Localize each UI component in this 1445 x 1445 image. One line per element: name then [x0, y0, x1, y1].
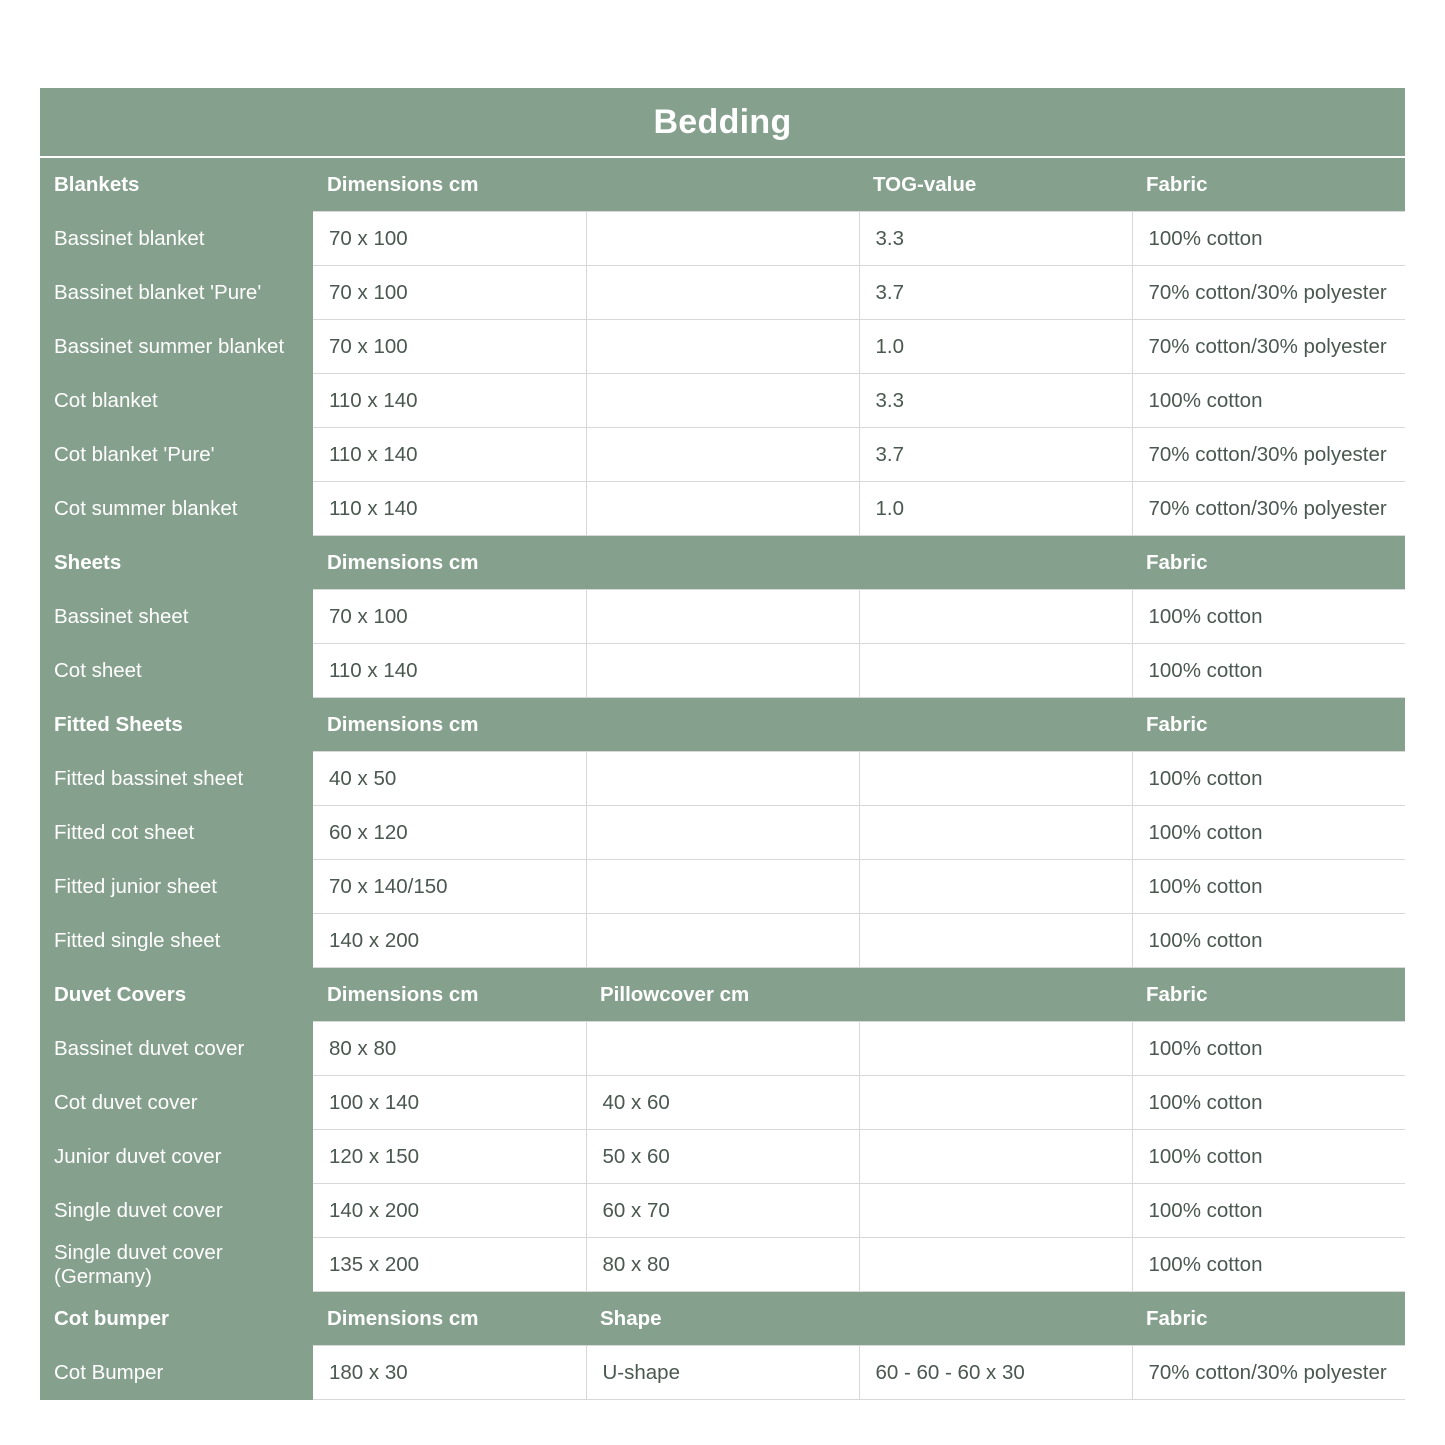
section-header-spacer [859, 698, 1132, 752]
section-header-spacer [586, 157, 859, 212]
row-value-cell: 40 x 60 [586, 1076, 859, 1130]
section-header-cell: Shape [586, 1292, 859, 1346]
table-row [40, 590, 1405, 644]
row-value-cell: 100% cotton [1132, 806, 1405, 860]
row-value-cell: 100% cotton [1132, 1022, 1405, 1076]
row-value-cell: 1.0 [859, 320, 1132, 374]
row-value-cell: 70% cotton/30% polyester [1132, 320, 1405, 374]
row-label-cell: Single duvet cover [40, 1184, 313, 1238]
row-value-cell: 100% cotton [1132, 1076, 1405, 1130]
row-value-cell: 70% cotton/30% polyester [1132, 266, 1405, 320]
row-label-cell: Cot blanket [40, 374, 313, 428]
row-value-cell [859, 1184, 1132, 1238]
section-header-cell: Fabric [1132, 698, 1405, 752]
row-value-cell [859, 1022, 1132, 1076]
bedding-table [40, 88, 1405, 1400]
section-header-cell: Cot bumper [40, 1292, 313, 1346]
row-value-cell: 70 x 100 [313, 590, 586, 644]
row-value-cell [586, 914, 859, 968]
row-value-cell: 1.0 [859, 482, 1132, 536]
row-value-cell: 70% cotton/30% polyester [1132, 428, 1405, 482]
row-label-cell: Cot blanket 'Pure' [40, 428, 313, 482]
row-value-cell: U-shape [586, 1346, 859, 1400]
row-label-cell: Fitted cot sheet [40, 806, 313, 860]
row-value-cell [859, 806, 1132, 860]
row-label-cell: Fitted junior sheet [40, 860, 313, 914]
row-value-cell: 60 x 70 [586, 1184, 859, 1238]
row-value-cell [586, 1022, 859, 1076]
row-label-cell: Junior duvet cover [40, 1130, 313, 1184]
section-header-spacer [859, 968, 1132, 1022]
row-value-cell: 100% cotton [1132, 590, 1405, 644]
row-value-cell: 70 x 100 [313, 266, 586, 320]
row-label-cell: Single duvet cover (Germany) [40, 1238, 313, 1292]
row-value-cell: 100% cotton [1132, 212, 1405, 266]
row-value-cell: 110 x 140 [313, 428, 586, 482]
row-value-cell: 120 x 150 [313, 1130, 586, 1184]
row-value-cell: 100% cotton [1132, 752, 1405, 806]
table-row [40, 806, 1405, 860]
section-header-row [40, 1292, 1405, 1346]
row-value-cell: 110 x 140 [313, 374, 586, 428]
row-value-cell [859, 590, 1132, 644]
section-header-cell: Fabric [1132, 536, 1405, 590]
row-label-cell: Bassinet blanket [40, 212, 313, 266]
row-value-cell: 70% cotton/30% polyester [1132, 482, 1405, 536]
row-value-cell: 140 x 200 [313, 914, 586, 968]
row-value-cell: 100% cotton [1132, 1238, 1405, 1292]
section-header-spacer [586, 698, 859, 752]
row-value-cell: 100 x 140 [313, 1076, 586, 1130]
row-value-cell [859, 752, 1132, 806]
table-row [40, 752, 1405, 806]
table-row [40, 1022, 1405, 1076]
table-title-row [40, 88, 1405, 157]
row-value-cell [586, 374, 859, 428]
table-row [40, 320, 1405, 374]
row-value-cell: 100% cotton [1132, 1184, 1405, 1238]
row-value-cell: 80 x 80 [586, 1238, 859, 1292]
row-value-cell: 70% cotton/30% polyester [1132, 1346, 1405, 1400]
row-value-cell [859, 1076, 1132, 1130]
section-header-cell: Dimensions cm [313, 698, 586, 752]
row-value-cell: 110 x 140 [313, 482, 586, 536]
row-value-cell [586, 320, 859, 374]
section-header-row [40, 968, 1405, 1022]
table-row [40, 1076, 1405, 1130]
table-row [40, 374, 1405, 428]
section-header-cell: Dimensions cm [313, 536, 586, 590]
row-value-cell [859, 644, 1132, 698]
row-value-cell: 100% cotton [1132, 914, 1405, 968]
row-value-cell [586, 860, 859, 914]
section-header-spacer [859, 1292, 1132, 1346]
row-value-cell [859, 1130, 1132, 1184]
row-label-cell: Bassinet summer blanket [40, 320, 313, 374]
table-row [40, 1184, 1405, 1238]
row-value-cell: 3.3 [859, 212, 1132, 266]
row-value-cell: 180 x 30 [313, 1346, 586, 1400]
section-header-cell: TOG-value [859, 157, 1132, 212]
table-row [40, 266, 1405, 320]
row-value-cell: 60 - 60 - 60 x 30 [859, 1346, 1132, 1400]
table-row [40, 644, 1405, 698]
row-value-cell: 135 x 200 [313, 1238, 586, 1292]
section-header-cell: Dimensions cm [313, 1292, 586, 1346]
table-row [40, 428, 1405, 482]
section-header-cell: Pillowcover cm [586, 968, 859, 1022]
row-value-cell [586, 806, 859, 860]
row-value-cell: 3.3 [859, 374, 1132, 428]
row-label-cell: Fitted single sheet [40, 914, 313, 968]
row-value-cell: 140 x 200 [313, 1184, 586, 1238]
section-header-row [40, 536, 1405, 590]
row-label-cell: Cot duvet cover [40, 1076, 313, 1130]
row-label-cell: Cot Bumper [40, 1346, 313, 1400]
row-label-cell: Cot summer blanket [40, 482, 313, 536]
row-label-cell: Bassinet duvet cover [40, 1022, 313, 1076]
row-value-cell: 100% cotton [1132, 1130, 1405, 1184]
row-value-cell [859, 1238, 1132, 1292]
row-value-cell: 70 x 100 [313, 320, 586, 374]
section-header-cell: Sheets [40, 536, 313, 590]
section-header-row [40, 157, 1405, 212]
row-value-cell: 100% cotton [1132, 860, 1405, 914]
row-value-cell: 70 x 100 [313, 212, 586, 266]
row-value-cell: 50 x 60 [586, 1130, 859, 1184]
row-value-cell: 70 x 140/150 [313, 860, 586, 914]
row-value-cell: 100% cotton [1132, 644, 1405, 698]
row-value-cell: 110 x 140 [313, 644, 586, 698]
section-header-row [40, 698, 1405, 752]
row-value-cell: 3.7 [859, 428, 1132, 482]
table-row [40, 482, 1405, 536]
section-header-cell: Dimensions cm [313, 157, 586, 212]
section-header-cell: Duvet Covers [40, 968, 313, 1022]
row-value-cell: 60 x 120 [313, 806, 586, 860]
section-header-cell: Blankets [40, 157, 313, 212]
row-value-cell [586, 428, 859, 482]
section-header-spacer [586, 536, 859, 590]
table-row [40, 1346, 1405, 1400]
row-value-cell [586, 590, 859, 644]
section-header-cell: Fabric [1132, 968, 1405, 1022]
section-header-cell: Dimensions cm [313, 968, 586, 1022]
row-value-cell: 80 x 80 [313, 1022, 586, 1076]
table-row [40, 914, 1405, 968]
table-row [40, 1238, 1405, 1292]
row-label-cell: Fitted bassinet sheet [40, 752, 313, 806]
table-row [40, 212, 1405, 266]
row-value-cell [859, 860, 1132, 914]
section-header-cell: Fitted Sheets [40, 698, 313, 752]
table-row [40, 860, 1405, 914]
row-value-cell [586, 752, 859, 806]
table-row [40, 1130, 1405, 1184]
row-value-cell [586, 212, 859, 266]
page-title: Bedding [40, 88, 1405, 157]
row-value-cell [859, 914, 1132, 968]
row-value-cell [586, 644, 859, 698]
row-label-cell: Bassinet sheet [40, 590, 313, 644]
row-value-cell: 3.7 [859, 266, 1132, 320]
section-header-cell: Fabric [1132, 1292, 1405, 1346]
section-header-spacer [859, 536, 1132, 590]
section-header-cell: Fabric [1132, 157, 1405, 212]
row-value-cell: 40 x 50 [313, 752, 586, 806]
row-label-cell: Cot sheet [40, 644, 313, 698]
row-value-cell [586, 482, 859, 536]
row-value-cell: 100% cotton [1132, 374, 1405, 428]
row-value-cell [586, 266, 859, 320]
row-label-cell: Bassinet blanket 'Pure' [40, 266, 313, 320]
